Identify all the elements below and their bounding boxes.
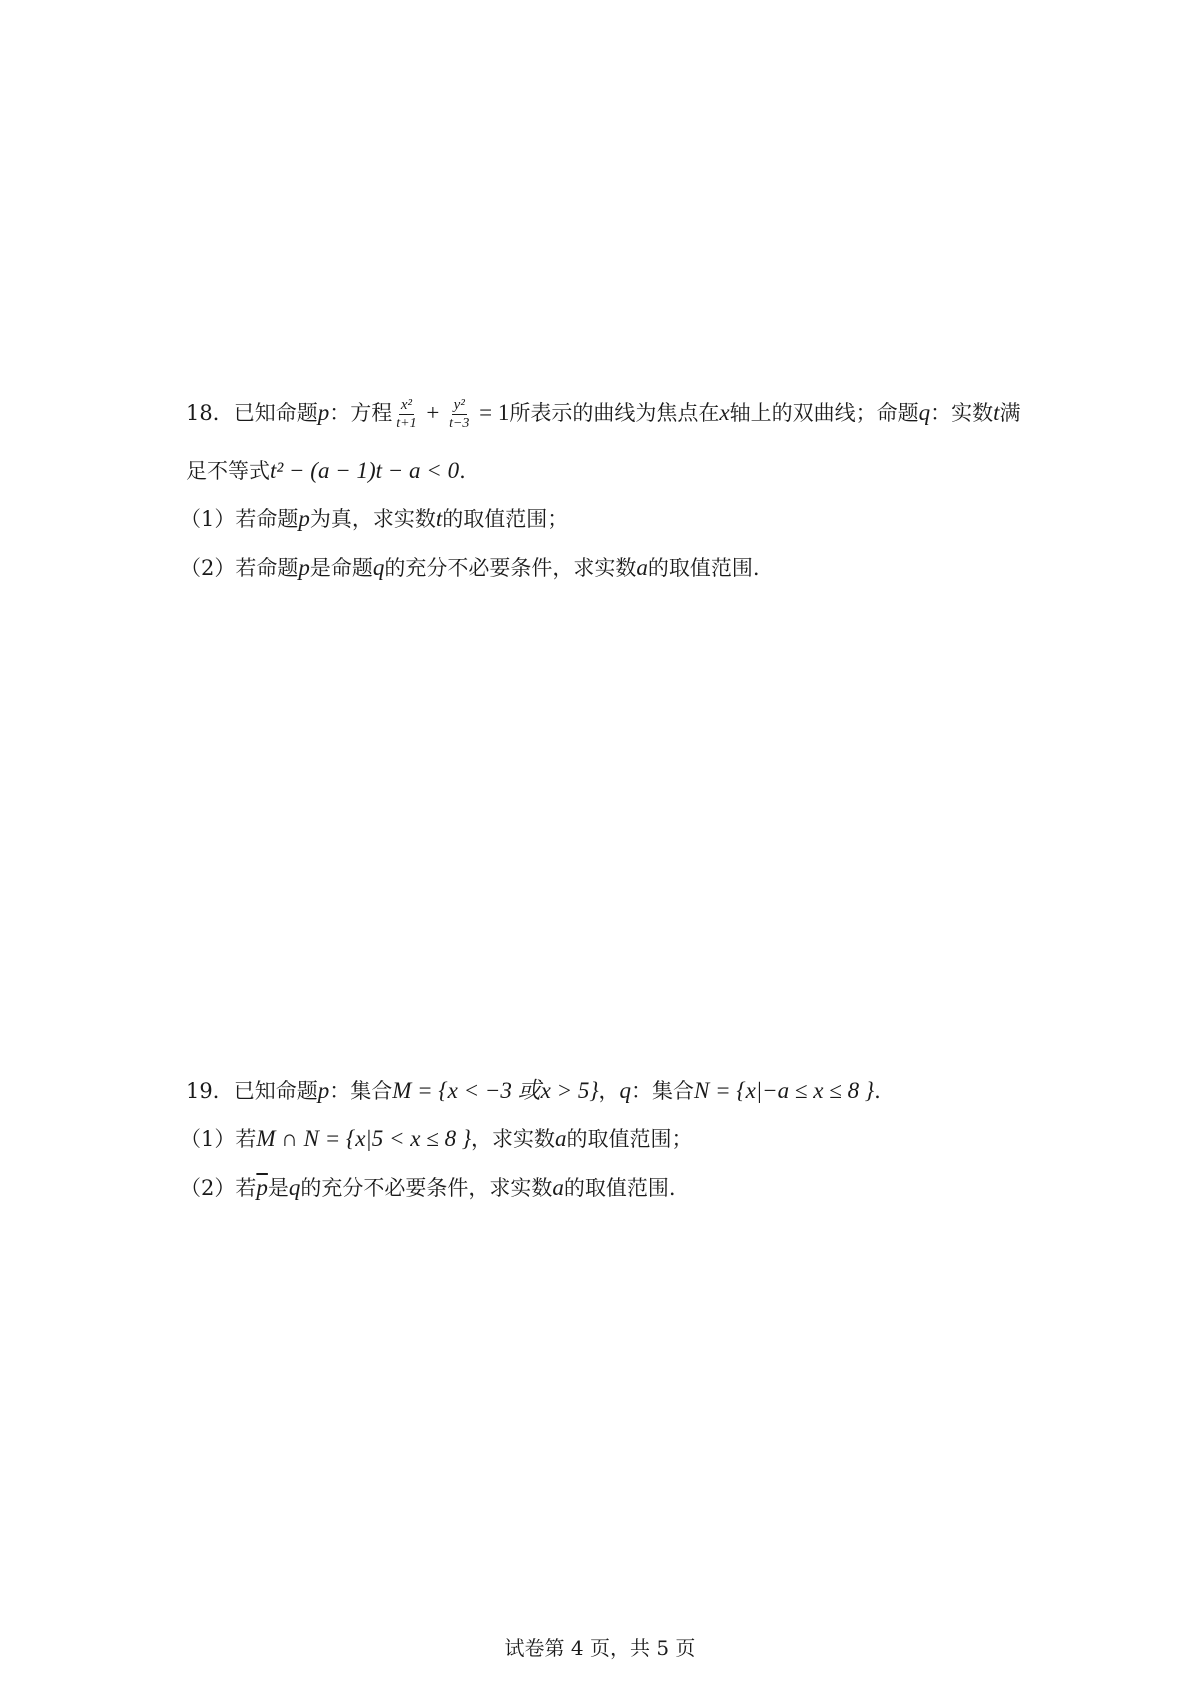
- var-q: q: [619, 1078, 632, 1103]
- q19-sub2: [180, 1173, 676, 1203]
- sub-text: 的取值范围；: [442, 507, 569, 531]
- fraction-numerator: y²: [453, 397, 465, 413]
- period: .: [874, 1079, 881, 1103]
- q18-text: 轴上的双曲线；命题: [729, 401, 919, 425]
- q19-sub1: [180, 1124, 693, 1154]
- sub-prefix: （1）若: [180, 1127, 257, 1151]
- sub-text: 是命题: [309, 556, 373, 580]
- sub-text: 的充分不必要条件，求实数: [300, 1176, 553, 1200]
- intersection-expression: M ∩ N = {x|5 < x ≤ 8 }: [256, 1126, 472, 1151]
- q18-line2: [186, 456, 466, 486]
- var-p: p: [317, 400, 330, 425]
- var-p: p: [317, 1078, 330, 1103]
- page-footer: 试卷第 4 页，共 5 页: [504, 1636, 696, 1660]
- fraction-y2: [447, 398, 471, 431]
- q18-line1: [186, 398, 1021, 431]
- var-t: t: [993, 400, 1000, 425]
- q18-text: 满: [999, 401, 1021, 425]
- sub-prefix: （2）若命题: [180, 556, 299, 580]
- inequality-expression: t² − (a − 1)t − a < 0: [270, 458, 460, 483]
- sub-prefix: （2）若: [180, 1176, 257, 1200]
- var-q: q: [288, 1175, 301, 1200]
- q19-number-prefix: 19．已知命题: [186, 1079, 318, 1103]
- q18-text: ：实数: [930, 401, 994, 425]
- fraction-x2: [394, 398, 418, 431]
- sub-text: 的取值范围；: [566, 1127, 693, 1151]
- var-a: a: [636, 555, 648, 580]
- var-p: p: [298, 555, 310, 580]
- q19-text: ：集合: [631, 1079, 695, 1103]
- sub-text: ，求实数: [471, 1127, 556, 1151]
- var-p-negated: $\overline{p}$: [256, 1175, 268, 1200]
- sub-text: 的取值范围.: [647, 556, 760, 580]
- sub-text: 为真，求实数: [309, 507, 436, 531]
- separator: ，: [598, 1079, 620, 1103]
- var-a: a: [552, 1175, 564, 1200]
- q18-sub2: [180, 553, 760, 583]
- set-m-expression: M = {x < −3 或x > 5}: [392, 1078, 599, 1103]
- plus-sign: +: [420, 400, 446, 425]
- var-p: p: [298, 506, 310, 531]
- q19-text: ：集合: [329, 1079, 393, 1103]
- sub-text: 的取值范围.: [563, 1176, 676, 1200]
- var-a: a: [555, 1126, 567, 1151]
- var-x: x: [719, 400, 730, 425]
- q19-line1: [186, 1076, 881, 1106]
- sub-text: 是: [267, 1176, 289, 1200]
- fraction-numerator: x²: [400, 397, 412, 413]
- equals-one: = 1: [473, 400, 510, 425]
- set-n-expression: N = {x|−a ≤ x ≤ 8 }: [694, 1078, 875, 1103]
- fraction-denominator: t+1: [396, 416, 417, 431]
- q18-text: ：方程: [329, 401, 393, 425]
- sub-text: 的充分不必要条件，求实数: [384, 556, 637, 580]
- q18-sub1: [180, 504, 568, 534]
- q18-text: 足不等式: [186, 459, 270, 483]
- var-q: q: [918, 400, 931, 425]
- q18-text: 所表示的曲线为焦点在: [509, 401, 720, 425]
- q18-number-prefix: 18．已知命题: [186, 401, 318, 425]
- period: .: [459, 459, 466, 483]
- sub-prefix: （1）若命题: [180, 507, 299, 531]
- var-q: q: [372, 555, 385, 580]
- fraction-denominator: t−3: [449, 416, 470, 431]
- var-t: t: [435, 506, 443, 531]
